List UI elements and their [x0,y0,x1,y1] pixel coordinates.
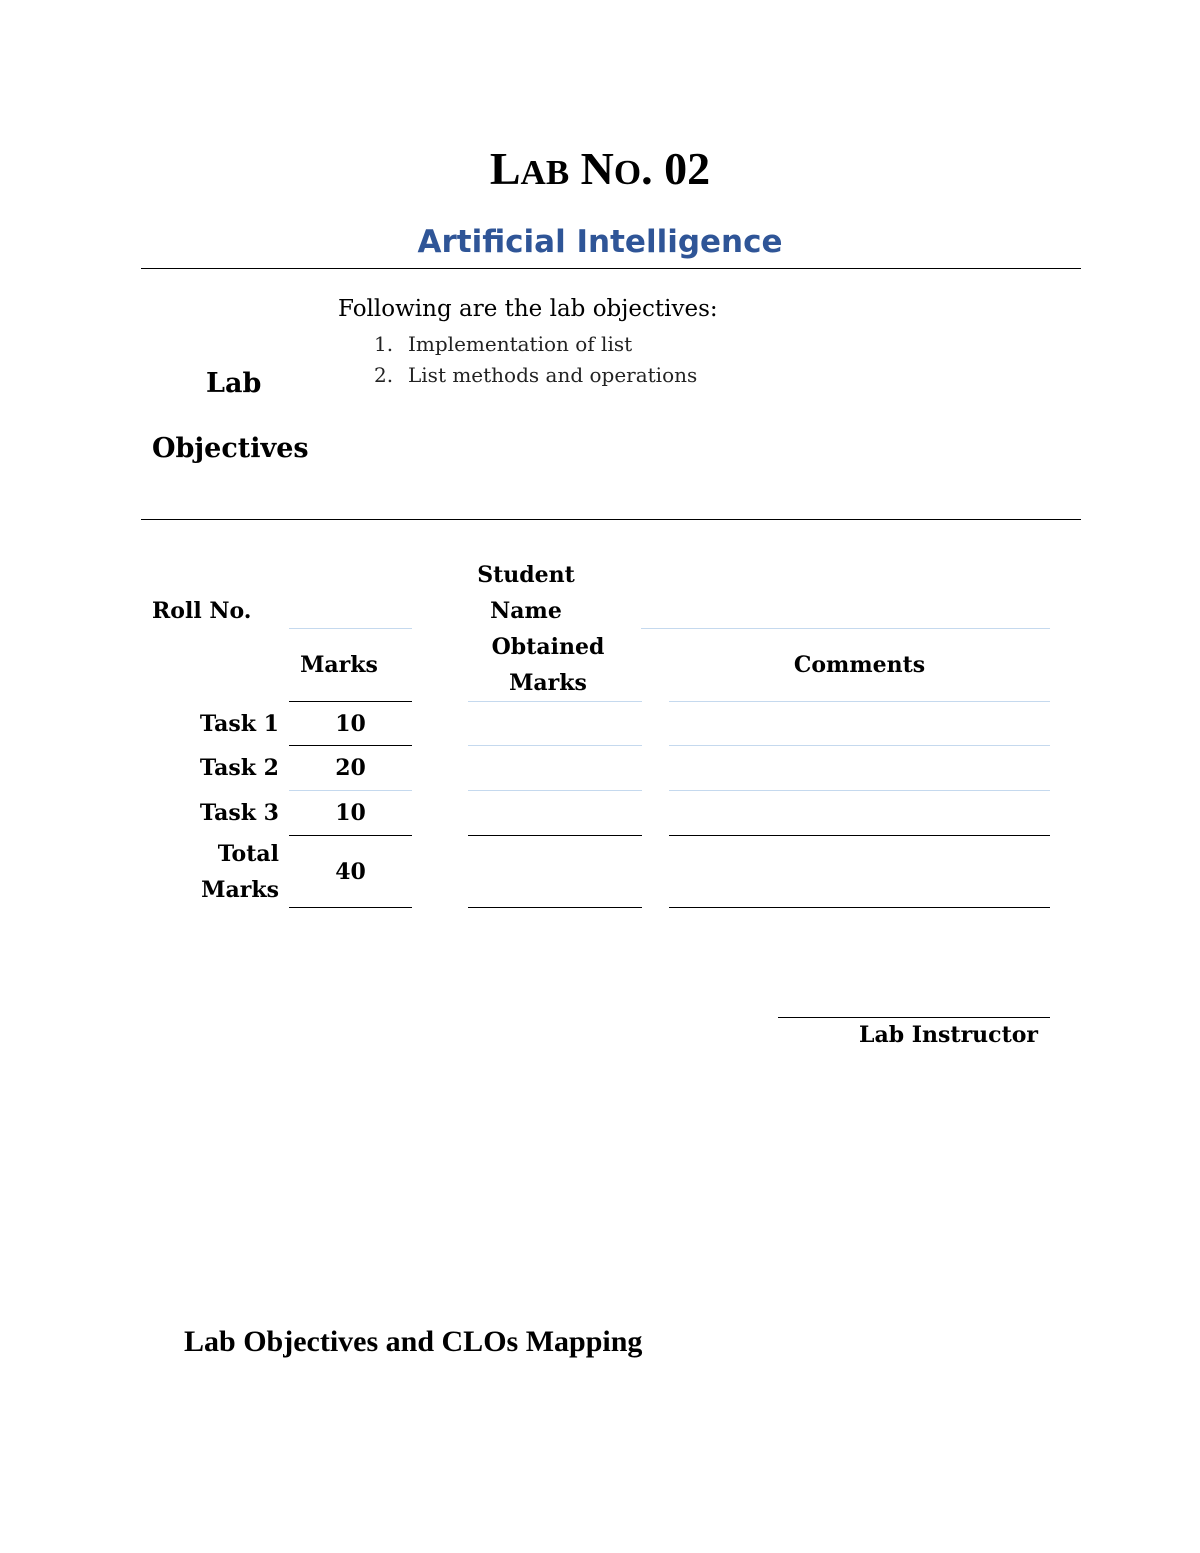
task-marks: 10 [335,800,366,826]
table-rule [289,701,412,702]
student-name-label-line2: Name [490,598,562,624]
total-marks: 40 [335,859,366,885]
lab-instructor-label: Lab Instructor [858,1022,1038,1048]
task-label: Task 2 [199,755,279,781]
marks-header: Marks [300,652,378,678]
objectives-label-line1: Lab [206,368,262,399]
obtained-marks-header-line2: Marks [509,670,587,696]
task-marks: 20 [335,755,366,781]
objectives-label-line2: Objectives [152,433,309,464]
task-marks: 10 [335,711,366,737]
table-rule [289,745,412,746]
table-rule [669,701,1050,702]
table-rule [289,835,412,836]
objective-item: 1. Implementation of list [374,332,633,356]
top-divider [141,268,1081,269]
obtained-marks-field[interactable] [468,835,642,836]
page-title: LAB NO. 02 [489,143,711,194]
total-comments-field[interactable] [669,907,1050,908]
objectives-divider [141,519,1081,520]
comments-field[interactable] [669,790,1050,791]
signature-line[interactable] [778,1017,1050,1018]
obtained-marks-field[interactable] [468,745,642,746]
total-obtained-field[interactable] [468,907,642,908]
comments-header: Comments [793,652,926,678]
total-label-line2: Marks [201,877,279,903]
section-heading: Lab Objectives and CLOs Mapping [184,1325,643,1358]
roll-no-label: Roll No. [152,598,252,624]
course-subtitle: Artificial Intelligence [417,224,783,260]
objectives-intro: Following are the lab objectives: [338,296,718,322]
task-label: Task 3 [199,800,279,826]
roll-no-field[interactable] [289,628,412,629]
table-rule [468,701,642,702]
student-name-label-line1: Student [477,562,575,588]
comments-field[interactable] [669,745,1050,746]
student-name-field[interactable] [641,628,1050,629]
objective-item: 2. List methods and operations [374,363,698,387]
table-rule [289,790,412,791]
table-rule [289,907,412,908]
obtained-marks-header-line1: Obtained [491,634,605,660]
comments-field[interactable] [669,835,1050,836]
task-label: Task 1 [199,711,279,737]
obtained-marks-field[interactable] [468,790,642,791]
total-label-line1: Total [217,841,279,867]
